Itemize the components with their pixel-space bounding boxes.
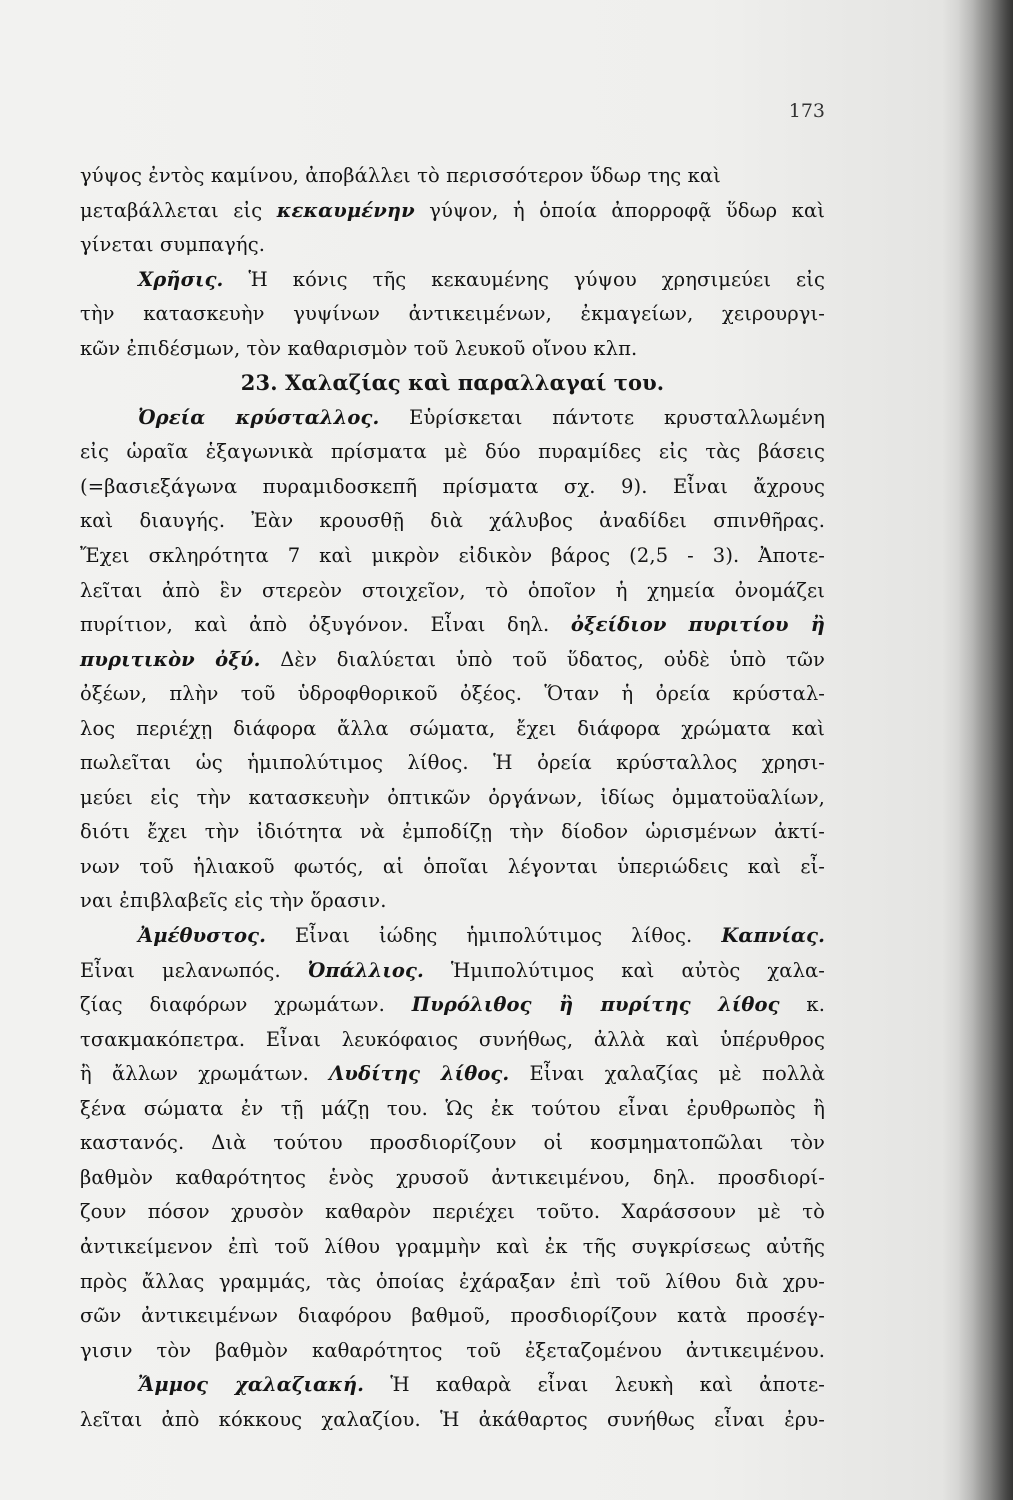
text-run: λος περιέχῃ διάφορα ἄλλα σώματα, ἔχει διάφορα χρώματα καὶ — [80, 716, 825, 740]
text-line — [80, 608, 825, 643]
text-run: ξένα σώματα ἐν τῇ μάζῃ του. Ὡς ἐκ τούτου εἶναι ἐρυθρωπὸς ἢ — [80, 1096, 825, 1120]
text-run: κ. — [779, 993, 825, 1017]
text-line — [80, 677, 825, 712]
text-run: Ἡ κόνις τῆς κεκαυμένης γύψου χρησιμεύει εἰς — [223, 267, 825, 291]
page-edge-shadow — [958, 0, 1013, 1500]
text-line — [80, 470, 825, 505]
text-run: γίνεται συμπαγής. — [80, 233, 266, 257]
text-line — [80, 159, 825, 194]
bold-term: Χρῆσις. — [138, 267, 224, 291]
text-line — [80, 435, 825, 470]
page-number: 173 — [788, 100, 825, 122]
text-line — [80, 1265, 825, 1300]
body-text — [80, 159, 825, 1437]
text-line — [80, 1403, 825, 1438]
text-run: βαθμὸν καθαρότητος ἑνὸς χρυσοῦ ἀντικειμένου, δηλ. προσδιορί- — [80, 1165, 825, 1189]
text-run: πρὸς ἄλλας γραμμάς, τὰς ὁποίας ἐχάραξαν ἐπὶ τοῦ λίθου διὰ χρυ- — [80, 1269, 825, 1293]
text-line — [80, 884, 825, 919]
text-run: ἀντικείμενον ἐπὶ τοῦ λίθου γραμμὴν καὶ ἐκ τῆς συγκρίσεως αὐτῆς — [80, 1234, 825, 1258]
text-run: Εἶναι ἰώδης ἡμιπολύτιμος λίθος. — [265, 924, 722, 948]
text-line — [80, 1092, 825, 1127]
text-run: μεταβάλλεται εἰς — [80, 198, 277, 222]
text-line — [80, 954, 825, 989]
text-line — [80, 643, 825, 678]
text-run: σῶν ἀντικειμένων διαφόρου βαθμοῦ, προσδιορίζουν κατὰ προσέγ- — [80, 1304, 825, 1328]
text-line — [80, 1161, 825, 1196]
bold-term: Πυρόλιθος ἢ πυρίτης λίθος — [411, 993, 780, 1017]
text-line — [80, 539, 825, 574]
text-line — [80, 228, 825, 263]
text-run: Ἡ καθαρὰ εἶναι λευκὴ καὶ ἀποτε- — [364, 1373, 825, 1397]
text-line — [80, 850, 825, 885]
text-run: ὀξέων, πλὴν τοῦ ὑδροφθορικοῦ ὀξέος. Ὅταν ἡ ὀρεία κρύσταλ- — [80, 682, 825, 706]
text-line — [80, 263, 825, 298]
text-line — [80, 401, 825, 436]
text-run: καὶ διαυγής. Ἐὰν κρουσθῇ διὰ χάλυβος ἀναδίδει σπινθῆρας. — [80, 509, 825, 533]
bold-term: Ὀπάλλιος. — [307, 958, 424, 982]
text-run: λεῖται ἀπὸ ἓν στερεὸν στοιχεῖον, τὸ ὁποῖον ἡ χημεία ὀνομάζει — [80, 578, 825, 602]
text-run: διότι ἔχει τὴν ἰδιότητα νὰ ἐμποδίζῃ τὴν δίοδον ὡρισμένων ἀκτί- — [80, 820, 825, 844]
text-run: ζίας διαφόρων χρωμάτων. — [80, 993, 412, 1017]
bold-term: κεκαυμένην — [276, 198, 415, 222]
text-line — [80, 332, 825, 367]
bold-term: ὀξείδιον πυριτίου ἢ — [570, 613, 825, 637]
text-line — [80, 1334, 825, 1369]
section-heading — [80, 366, 825, 401]
text-run: τσακμακόπετρα. Εἶναι λευκόφαιος συνήθως, ἀλλὰ καὶ ὑπέρυθρος — [80, 1027, 825, 1051]
text-line — [80, 1057, 825, 1092]
bold-term: Ἀμέθυστος. — [138, 924, 266, 948]
text-line — [80, 781, 825, 816]
text-line — [80, 1023, 825, 1058]
text-run: λεῖται ἀπὸ κόκκους χαλαζίου. Ἡ ἀκάθαρτος συνήθως εἶναι ἐρυ- — [80, 1407, 825, 1431]
bold-term: Ὀρεία κρύσταλλος. — [138, 405, 380, 429]
text-line — [80, 919, 825, 954]
text-run: ναι ἐπιβλαβεῖς εἰς τὴν ὅρασιν. — [80, 889, 387, 913]
text-run: μεύει εἰς τὴν κατασκευὴν ὀπτικῶν ὀργάνων, ἰδίως ὀμματοϋαλίων, — [80, 785, 825, 809]
text-line — [80, 1299, 825, 1334]
text-line — [80, 815, 825, 850]
text-run: (=βασιεξάγωνα πυραμιδοσκεπῆ πρίσματα σχ. 9). Εἶναι ἄχρους — [80, 474, 825, 498]
text-run: 23. Χαλαζίας καὶ παραλλαγαί του. — [240, 370, 665, 396]
text-run: γύψον, ἡ ὁποία ἀπορροφᾷ ὕδωρ καὶ — [414, 198, 825, 222]
text-line — [80, 1368, 825, 1403]
text-run: τὴν κατασκευὴν γυψίνων ἀντικειμένων, ἐκμαγείων, χειρουργι- — [80, 302, 825, 326]
text-run: Ἡμιπολύτιμος καὶ αὐτὸς χαλα- — [423, 958, 825, 982]
text-run: κῶν ἐπιδέσμων, τὸν καθαρισμὸν τοῦ λευκοῦ οἴνου κλπ. — [80, 336, 638, 360]
text-line — [80, 712, 825, 747]
text-run: πωλεῖται ὡς ἡμιπολύτιμος λίθος. Ἡ ὀρεία κρύσταλλος χρησι- — [80, 751, 825, 775]
text-run: Εὑρίσκεται πάντοτε κρυσταλλωμένη — [379, 405, 825, 429]
text-run: ζουν πόσον χρυσὸν καθαρὸν περιέχει τοῦτο. Χαράσσουν μὲ τὸ — [80, 1200, 825, 1224]
text-run: Εἶναι χαλαζίας μὲ πολλὰ — [509, 1062, 825, 1086]
text-run: Εἶναι μελανωπός. — [80, 958, 308, 982]
text-run: εἰς ὡραῖα ἑξαγωνικὰ πρίσματα μὲ δύο πυραμίδες εἰς τὰς βάσεις — [80, 440, 825, 464]
bold-term: Ἄμμος χαλαζιακή. — [138, 1373, 365, 1397]
bold-term: πυριτικὸν ὀξύ. — [80, 647, 261, 671]
text-line — [80, 504, 825, 539]
text-run: πυρίτιον, καὶ ἀπὸ ὀξυγόνον. Εἶναι δηλ. — [80, 613, 571, 637]
text-run: καστανός. Διὰ τούτου προσδιορίζουν οἱ κοσμηματοπῶλαι τὸν — [80, 1131, 825, 1155]
text-run: γισιν τὸν βαθμὸν καθαρότητος τοῦ ἐξεταζομένου ἀντικειμένου. — [80, 1338, 825, 1362]
text-line — [80, 746, 825, 781]
bold-term: Καπνίας. — [721, 924, 825, 948]
bold-term: Λυδίτης λίθος. — [329, 1062, 510, 1086]
text-line — [80, 297, 825, 332]
text-run: νων τοῦ ἡλιακοῦ φωτός, αἱ ὁποῖαι λέγονται ὑπεριώδεις καὶ εἶ- — [80, 854, 825, 878]
text-run: γύψος ἐντὸς καμίνου, ἀποβάλλει τὸ περισσότερον ὕδωρ της καὶ — [80, 164, 721, 187]
text-run: Ἔχει σκληρότητα 7 καὶ μικρὸν εἰδικὸν βάρος (2,5 - 3). Ἀποτε- — [80, 544, 825, 568]
text-line — [80, 1230, 825, 1265]
text-run: ἢ ἄλλων χρωμάτων. — [80, 1062, 330, 1086]
text-run: Δὲν διαλύεται ὑπὸ τοῦ ὕδατος, οὐδὲ ὑπὸ τῶν — [260, 647, 826, 671]
text-line — [80, 574, 825, 609]
text-line — [80, 1195, 825, 1230]
text-line — [80, 194, 825, 229]
text-line — [80, 988, 825, 1023]
text-line — [80, 1126, 825, 1161]
